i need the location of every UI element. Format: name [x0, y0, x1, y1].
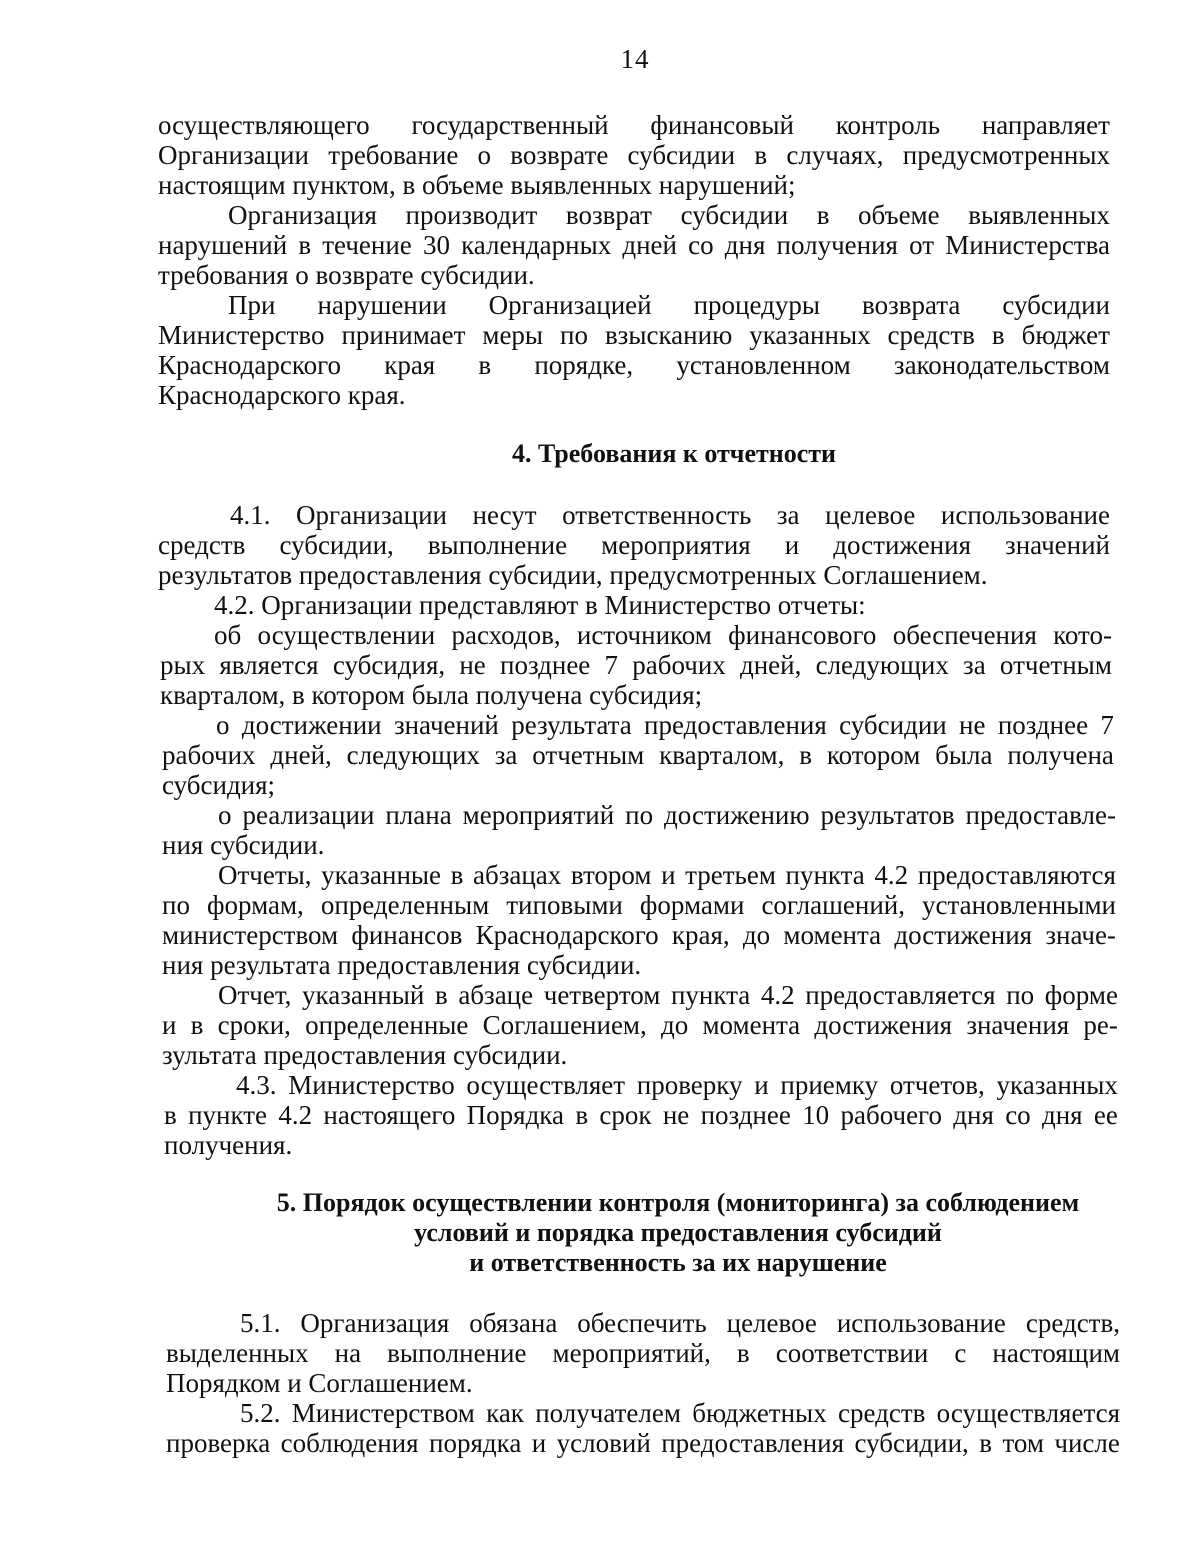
text-line [166, 1338, 1120, 1368]
word: не [459, 650, 486, 680]
word: средств [837, 1398, 926, 1428]
word: Министерством [291, 1398, 475, 1428]
word: субсидии [1002, 290, 1110, 320]
word: финансовый [650, 110, 794, 140]
word: субсидия, [332, 650, 446, 680]
word: Организация [228, 200, 377, 230]
word: о [216, 710, 230, 740]
word: проверку [636, 1070, 743, 1100]
word: 4.2 [874, 860, 909, 890]
word: При [228, 290, 276, 320]
text-line: получения. [164, 1130, 293, 1160]
word: 4.1. [230, 500, 271, 530]
word: определенные [305, 1010, 469, 1040]
word: сроки, [217, 1010, 291, 1040]
word: края [384, 350, 436, 380]
word: обязана [469, 1308, 558, 1338]
word: субсидии, [279, 530, 394, 560]
word: выделенных [166, 1338, 309, 1368]
word: целевое [726, 1308, 817, 1338]
word: выявленных [968, 200, 1110, 230]
word: четвертом [543, 980, 661, 1010]
word: соблюдения [280, 1428, 419, 1458]
word: позднее [997, 710, 1089, 740]
word: достижении [241, 710, 382, 740]
word: указанные [321, 860, 442, 890]
word: объеме [858, 200, 940, 230]
word: получена [1007, 740, 1114, 770]
word: порядка [429, 1428, 522, 1458]
word: случаях, [786, 140, 884, 170]
word: 10 [802, 1100, 830, 1130]
word: возврате [510, 140, 609, 170]
word: и [162, 1010, 177, 1040]
word: за [963, 650, 986, 680]
text-line [158, 350, 1110, 380]
word: 30 [422, 230, 450, 260]
word: Министерство [158, 320, 325, 350]
word: в [434, 980, 448, 1010]
word: срок [599, 1100, 652, 1130]
word: значений [1005, 530, 1110, 560]
word: по [560, 320, 588, 350]
word: министерством [162, 920, 339, 950]
word: рабочих [162, 740, 256, 770]
word: рых [160, 650, 206, 680]
word: ее [1093, 1100, 1118, 1130]
word: установленном [676, 350, 851, 380]
word: определенным [320, 890, 490, 920]
word: по [162, 890, 190, 920]
word: предоставляется [805, 980, 996, 1010]
text-line: требования о возврате субсидии. [158, 260, 535, 290]
word: в [164, 1100, 177, 1130]
word: формам, [206, 890, 304, 920]
word: в [991, 320, 1005, 350]
text-line [158, 140, 1110, 170]
text-line [228, 200, 1110, 230]
word: дня [953, 1100, 994, 1130]
word: плана [385, 800, 452, 830]
word: проверка [166, 1428, 271, 1458]
word: абзаце [458, 980, 534, 1010]
word: 5.2. [240, 1398, 281, 1428]
text-line: ния результата предоставления субсидии. [162, 950, 642, 980]
word: отчетным [999, 650, 1112, 680]
word: средств, [1025, 1308, 1120, 1338]
word: в [754, 140, 768, 170]
word: Организации [296, 500, 447, 530]
word: и [661, 860, 676, 890]
text-line [214, 620, 1112, 650]
word: получения [776, 230, 898, 260]
word: в [736, 1338, 750, 1368]
word: и [531, 1428, 547, 1458]
word: мероприятий [462, 800, 615, 830]
word: достижения [894, 920, 1033, 950]
word: об [214, 620, 242, 650]
word: ре- [1083, 1010, 1118, 1040]
word: 4.2 [760, 980, 795, 1010]
word: числе [1054, 1428, 1120, 1458]
word: значений [393, 710, 499, 740]
word: является [219, 650, 319, 680]
word: следующих [815, 650, 949, 680]
word: Отчеты, [218, 860, 312, 890]
word: предоставления [644, 710, 827, 740]
word: использование [836, 1308, 1006, 1338]
word: указанный [302, 980, 425, 1010]
word: о [477, 140, 492, 170]
word: Краснодарского [158, 350, 342, 380]
word: котором [826, 740, 921, 770]
word: типовыми [506, 890, 623, 920]
word: осуществляет [466, 1070, 626, 1100]
word: получателем [535, 1398, 681, 1428]
text-line [158, 230, 1110, 260]
word: указанных [996, 1070, 1118, 1100]
word: отчетов, [889, 1070, 985, 1100]
text-line [230, 500, 1110, 530]
word: дней, [740, 650, 802, 680]
word: в [190, 1010, 204, 1040]
word: кварталом, [659, 740, 785, 770]
word: от [909, 230, 935, 260]
word: Министерства [945, 230, 1110, 260]
word: мероприятий, [552, 1338, 711, 1368]
word: осуществляется [936, 1398, 1120, 1428]
word: дней [622, 230, 677, 260]
word: настоящего [323, 1100, 456, 1130]
word: не [662, 1100, 690, 1130]
word: возврат [565, 200, 652, 230]
word: мероприятия [601, 530, 751, 560]
word: в [816, 200, 830, 230]
word: соответствии [775, 1338, 929, 1368]
word: расходов, [451, 620, 561, 650]
word: нарушении [317, 290, 447, 320]
word: достижению [664, 800, 810, 830]
word: формами [639, 890, 745, 920]
word: результата [511, 710, 632, 740]
word: в [799, 740, 813, 770]
word: производит [405, 200, 538, 230]
word: нарушений [158, 230, 288, 260]
word: взысканию [604, 320, 733, 350]
word: третьем [685, 860, 776, 890]
text-line: Краснодарского края. [158, 380, 406, 410]
word: предоставляются [917, 860, 1116, 890]
word: на [334, 1338, 362, 1368]
word: и [784, 530, 800, 560]
text-line [160, 650, 1112, 680]
word: соглашений, [761, 890, 905, 920]
text-line: настоящим пунктом, в объеме выявленных нарушений; [158, 170, 796, 200]
word: в [450, 860, 464, 890]
text-line: 4.2. Организации представляют в Министерство отчеты: [214, 590, 866, 620]
section-heading-5: и ответственность за их нарушение [469, 1248, 887, 1277]
word: порядке, [534, 350, 634, 380]
word: меры [482, 320, 544, 350]
word: ответственность [562, 500, 752, 530]
word: субсидии [680, 200, 789, 230]
word: о [218, 800, 232, 830]
word: с [954, 1338, 967, 1368]
word: позднее [500, 650, 591, 680]
word: за [494, 740, 518, 770]
word: следующих [346, 740, 480, 770]
word: Организация [300, 1308, 450, 1338]
word: Отчет, [218, 980, 292, 1010]
word: отчетным [532, 740, 645, 770]
word: реализации [242, 800, 375, 830]
word: обеспечения [892, 620, 1037, 650]
word: дня [724, 230, 766, 260]
word: целевое [825, 500, 916, 530]
word: осуществлении [257, 620, 436, 650]
section-heading-4: 4. Требования к отчетности [511, 439, 837, 468]
word: в [575, 1100, 589, 1130]
text-line [162, 890, 1116, 920]
text-line: Порядком и Соглашением. [166, 1368, 473, 1398]
word: дня [1042, 1100, 1083, 1130]
word: течение [322, 230, 412, 260]
word: государственный [411, 110, 609, 140]
text-line: результатов предоставления субсидии, предусмотренных Соглашением. [158, 560, 988, 590]
word: Министерство [288, 1070, 455, 1100]
word: осуществляющего [158, 110, 370, 140]
text-line: субсидия; [162, 770, 276, 800]
word: контроль [835, 110, 941, 140]
page-number: 14 [620, 44, 650, 74]
word: абзацах [472, 860, 562, 890]
word: средств [158, 530, 246, 560]
word: обеспечить [577, 1308, 707, 1338]
word: настоящим [992, 1338, 1120, 1368]
word: и [754, 1070, 769, 1100]
word: значения [966, 1010, 1070, 1040]
text-line [158, 320, 1110, 350]
word: Краснодарского [475, 920, 659, 950]
text-line [164, 1100, 1118, 1130]
word: по [625, 800, 654, 830]
word: 5.1. [240, 1308, 281, 1338]
word: процедуры [693, 290, 820, 320]
word: рабочего [840, 1100, 942, 1130]
text-line [240, 1398, 1120, 1428]
word: была [935, 740, 993, 770]
word: со [688, 230, 714, 260]
word: законодательством [893, 350, 1110, 380]
word: использование [940, 500, 1110, 530]
word: календарных [461, 230, 612, 260]
word: субсидии [627, 140, 736, 170]
word: пункта [670, 980, 751, 1010]
word: за [776, 500, 800, 530]
text-line: кварталом, в котором была получена субсидия; [160, 680, 703, 710]
word: форме [1044, 980, 1118, 1010]
text-line: ния субсидии. [162, 830, 325, 860]
word: 4.2 [278, 1100, 313, 1130]
word: возврата [862, 290, 961, 320]
text-line [166, 1428, 1120, 1458]
text-line [228, 290, 1110, 320]
word: условий [556, 1428, 651, 1458]
text-line [162, 740, 1114, 770]
section-heading-5: 5. Порядок осуществлении контроля (мониторинга) за соблюдением [276, 1188, 1080, 1217]
word: пункта [785, 860, 865, 890]
word: рабочих [632, 650, 726, 680]
word: предусмотренных [902, 140, 1110, 170]
word: финансового [728, 620, 877, 650]
word: Соглашением, [482, 1010, 647, 1040]
word: не [959, 710, 986, 740]
word: в [298, 230, 312, 260]
text-line [218, 860, 1116, 890]
word: позднее [700, 1100, 791, 1130]
word: пункте [188, 1100, 268, 1130]
word: со [1005, 1100, 1031, 1130]
word: Организацией [488, 290, 652, 320]
word: 4.3. [236, 1070, 277, 1100]
word: в [979, 1428, 992, 1458]
word: предоставле- [965, 800, 1116, 830]
word: Организации [158, 140, 309, 170]
word: предоставления [661, 1428, 844, 1458]
word: втором [570, 860, 652, 890]
word: 7 [604, 650, 618, 680]
word: субсидии, [854, 1428, 969, 1458]
word: по [1006, 980, 1035, 1010]
text-line [162, 1010, 1118, 1040]
word: 7 [1100, 710, 1114, 740]
text-line [218, 980, 1118, 1010]
text-line: зультата предоставления субсидии. [162, 1040, 568, 1070]
word: момента [783, 920, 882, 950]
text-line [216, 710, 1114, 740]
word: выполнение [387, 1338, 527, 1368]
word: значе- [1045, 920, 1116, 950]
section-heading-5: условий и порядка предоставления субсидий [414, 1218, 942, 1247]
text-line [162, 920, 1116, 950]
text-line [158, 530, 1110, 560]
text-line [240, 1308, 1120, 1338]
word: бюджет [1021, 320, 1110, 350]
word: до [660, 1010, 689, 1040]
word: как [486, 1398, 524, 1428]
word: принимает [341, 320, 466, 350]
word: субсидии [839, 710, 947, 740]
word: требование [328, 140, 459, 170]
word: момента [702, 1010, 801, 1040]
word: установленными [922, 890, 1116, 920]
word: средств [887, 320, 975, 350]
word: дней, [270, 740, 332, 770]
text-line [236, 1070, 1118, 1100]
word: том [1002, 1428, 1044, 1458]
word: источником [576, 620, 712, 650]
word: результатов [820, 800, 955, 830]
word: несут [472, 500, 537, 530]
word: края, [671, 920, 730, 950]
word: финансов [351, 920, 463, 950]
word: достижения [814, 1010, 953, 1040]
word: приемку [780, 1070, 879, 1100]
word: в [478, 350, 492, 380]
word: выполнение [427, 530, 568, 560]
word: достижения [833, 530, 971, 560]
word: указанных [749, 320, 871, 350]
word: кото- [1053, 620, 1112, 650]
word: Порядка [466, 1100, 565, 1130]
text-line [158, 110, 1110, 140]
text-line [218, 800, 1116, 830]
word: направляет [981, 110, 1110, 140]
word: бюджетных [692, 1398, 827, 1428]
word: до [742, 920, 771, 950]
